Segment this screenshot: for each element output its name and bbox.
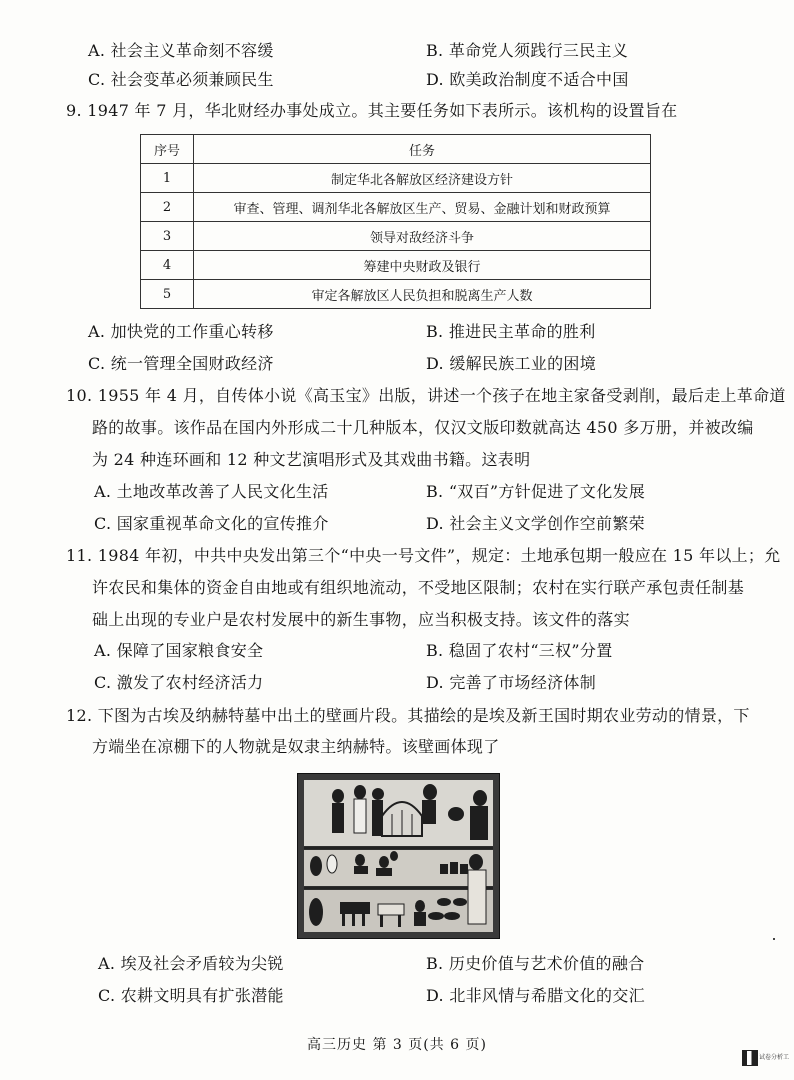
q11-stem-line-2: 许农民和集体的资金自由地或有组织地流动，不受地区限制；农村在实行联产承包责任制基 bbox=[92, 578, 745, 597]
q8-option-b: B. 革命党人须践行三民主义 bbox=[426, 41, 629, 60]
q8-option-c: C. 社会变革必须兼顾民生 bbox=[88, 70, 274, 89]
q10-stem-line-2: 路的故事。该作品在国内外形成二十几种版本，仅汉文版印数就高达 450 多万册，并被改编 bbox=[92, 418, 754, 437]
table-cell-number: 1 bbox=[141, 164, 194, 193]
stray-mark bbox=[773, 938, 775, 940]
table-header-number: 序号 bbox=[141, 135, 194, 164]
table-cell-task: 审查、管理、调剂华北各解放区生产、贸易、金融计划和财政预算 bbox=[194, 193, 651, 222]
q12-option-b: B. 历史价值与艺术价值的融合 bbox=[426, 954, 645, 973]
q11-stem-line-1: 11. 1984 年初，中共中央发出第三个“中央一号文件”，规定：土地承包期一般应在 15 年以上；允 bbox=[66, 546, 781, 565]
table-cell-number: 3 bbox=[141, 222, 194, 251]
q12-option-c: C. 农耕文明具有扩张潜能 bbox=[98, 986, 284, 1005]
q9-stem: 9. 1947 年 7 月，华北财经办事处成立。其主要任务如下表所示。该机构的设置旨在 bbox=[66, 101, 678, 120]
table-cell-task: 审定各解放区人民负担和脱离生产人数 bbox=[194, 280, 651, 309]
q10-stem-line-1: 10. 1955 年 4 月，自传体小说《高玉宝》出版，讲述一个孩子在地主家备受剥削，最后走上革命道 bbox=[66, 386, 786, 405]
q12-stem-line-2: 方端坐在凉棚下的人物就是奴隶主纳赫特。该壁画体现了 bbox=[92, 737, 500, 756]
table-cell-task: 领导对敌经济斗争 bbox=[194, 222, 651, 251]
q10-option-d: D. 社会主义文学创作空前繁荣 bbox=[426, 514, 645, 533]
table-row bbox=[141, 164, 651, 193]
table-row bbox=[141, 193, 651, 222]
q10-option-b: B. “双百”方针促进了文化发展 bbox=[426, 482, 646, 501]
q9-option-d: D. 缓解民族工业的困境 bbox=[426, 354, 597, 373]
egyptian-mural-image bbox=[297, 773, 500, 939]
q8-option-d: D. 欧美政治制度不适合中国 bbox=[426, 70, 629, 89]
q9-task-table bbox=[140, 134, 651, 309]
q11-option-c: C. 激发了农村经济活力 bbox=[94, 673, 264, 692]
q10-stem-line-3: 为 24 种连环画和 12 种文艺演唱形式及其戏曲书籍。这表明 bbox=[92, 450, 531, 469]
q11-option-b: B. 稳固了农村“三权”分置 bbox=[426, 641, 613, 660]
qr-code-icon bbox=[742, 1050, 758, 1066]
q11-option-d: D. 完善了市场经济体制 bbox=[426, 673, 597, 692]
q12-option-d: D. 北非风情与希腊文化的交汇 bbox=[426, 986, 645, 1005]
table-cell-number: 4 bbox=[141, 251, 194, 280]
table-row bbox=[141, 280, 651, 309]
q10-option-a: A. 土地改革改善了人民文化生活 bbox=[94, 482, 329, 501]
table-row bbox=[141, 251, 651, 280]
q11-option-a: A. 保障了国家粮食安全 bbox=[94, 641, 264, 660]
q12-stem-line-1: 12. 下图为古埃及纳赫特墓中出土的壁画片段。其描绘的是埃及新王国时期农业劳动的情景，下 bbox=[66, 706, 750, 725]
q9-option-a: A. 加快党的工作重心转移 bbox=[88, 322, 274, 341]
table-cell-task: 筹建中央财政及银行 bbox=[194, 251, 651, 280]
q12-option-a: A. 埃及社会矛盾较为尖锐 bbox=[98, 954, 284, 973]
table-cell-number: 5 bbox=[141, 280, 194, 309]
q8-option-a: A. 社会主义革命刻不容缓 bbox=[88, 41, 274, 60]
q9-option-c: C. 统一管理全国财政经济 bbox=[88, 354, 274, 373]
table-header-task: 任务 bbox=[194, 135, 651, 164]
table-cell-number: 2 bbox=[141, 193, 194, 222]
q11-stem-line-3: 础上出现的专业户是农村发展中的新生事物，应当积极支持。该文件的落实 bbox=[92, 610, 630, 629]
table-cell-task: 制定华北各解放区经济建设方针 bbox=[194, 164, 651, 193]
page-footer: 高三历史 第 3 页(共 6 页) bbox=[307, 1037, 487, 1053]
q10-option-c: C. 国家重视革命文化的宣传推介 bbox=[94, 514, 329, 533]
table-row bbox=[141, 222, 651, 251]
brand-watermark: 试卷分析工 bbox=[759, 1054, 790, 1061]
table-header-row bbox=[141, 135, 651, 164]
q9-option-b: B. 推进民主革命的胜利 bbox=[426, 322, 596, 341]
